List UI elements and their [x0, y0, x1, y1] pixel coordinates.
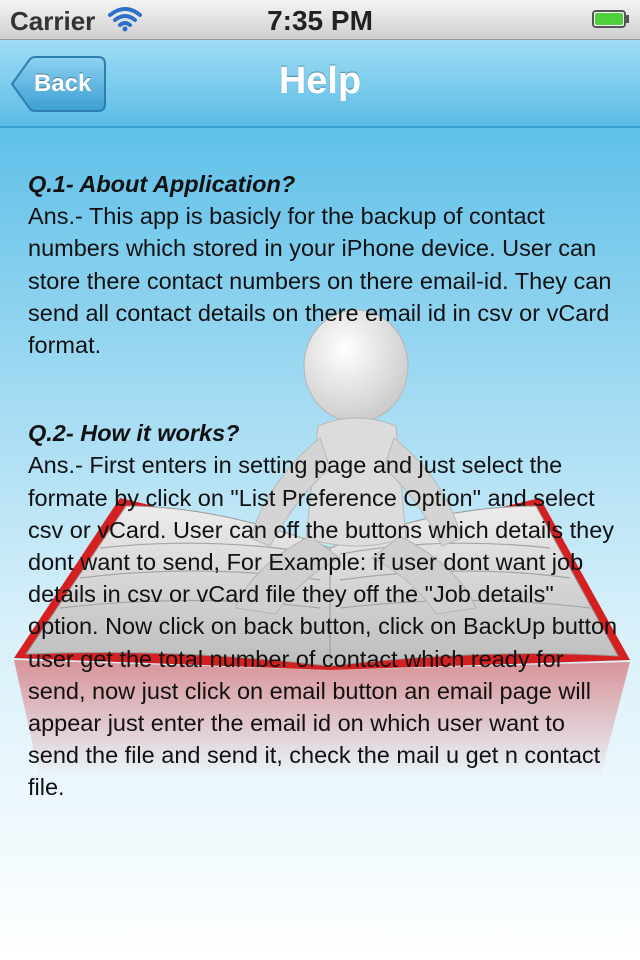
battery-icon	[592, 10, 630, 28]
faq-list	[28, 168, 618, 804]
page-title: Help	[278, 60, 362, 102]
faq-answer-2: Ans.- First enters in setting page and just select the formate by click on "List Preference Option" and select csv or vCard. User can off the buttons which details they dont want to send, For Example: if user dont want job details in csv or vCard file they off the "Job details" option. Now click on back button, click on BackUp button user get the total number of contact which ready for send, now just click on email button an email page will appear just enter the email id on which user want to send the file and send it, check the mail u get n contact file.	[28, 452, 618, 801]
faq-spacer	[28, 361, 618, 417]
clock: 7:35 PM	[267, 5, 373, 36]
navigation-bar	[0, 40, 640, 128]
faq-answer-1: Ans.- This app is basicly for the backup of contact numbers which stored in your iPhone device. User can store there contact numbers on there email-id. They can send all contact details on there email id in csv or vCard format.	[28, 203, 612, 359]
faq-question-1: Q.1- About Application?	[28, 171, 296, 197]
help-content[interactable]	[0, 128, 640, 960]
carrier-label: Carrier	[10, 6, 96, 36]
back-button-label: Back	[34, 70, 92, 97]
faq-question-2: Q.2- How it works?	[28, 420, 240, 447]
status-bar	[0, 0, 640, 40]
